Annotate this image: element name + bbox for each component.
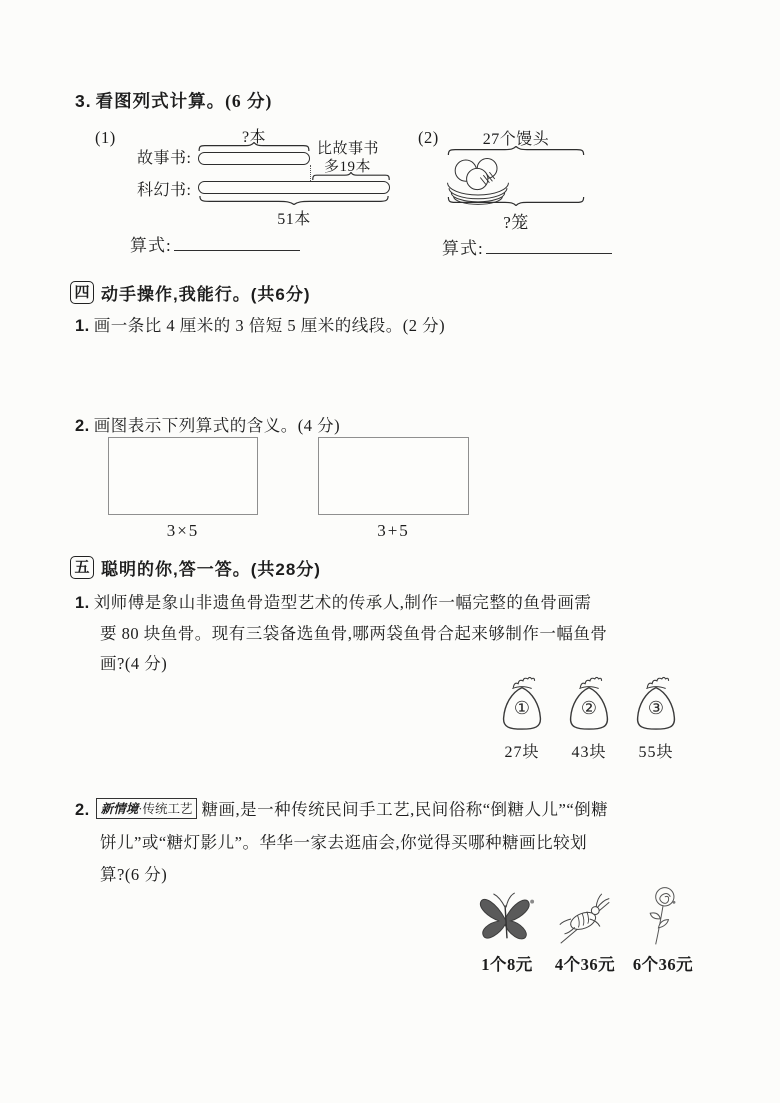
question-3-heading [75,88,272,113]
q3-part1-diagram [95,124,405,264]
bag-2-label: ② [580,698,598,718]
q3-part2-top-brace-label: 27个馒头 [482,131,550,148]
candy-cricket [550,890,620,975]
sugar-painting-row [472,884,698,975]
s5-q2-line1 [75,796,608,820]
drawing-box-addition [318,437,469,515]
expression-3plus5: 3+5 [377,521,410,540]
expression-3x5: 3×5 [166,521,200,540]
q3-part2-equation-row [442,234,612,259]
candy-butterfly-price: 1个8元 [481,955,533,974]
q3-part2-bottom-brace-label: ?笼 [503,213,529,232]
q3-part1-side-label-line1: 比故事书 [317,141,380,157]
question-3-number: 3. [75,91,92,111]
brace-down-icon [198,196,390,205]
bag-3 [632,676,680,762]
q3-part1-side-label-line2: 多19本 [324,159,372,175]
drawing-box-multiplication [108,437,258,515]
bag-1 [498,676,546,762]
q3-part1-equation-label: 算式: [130,236,172,255]
q3-part1-bar-scifi-books [198,181,390,194]
q3-part1-equation-row [130,231,300,256]
question-3-title: 看图列式计算。(6 分) [95,91,273,111]
candy-butterfly [472,890,542,975]
context-badge-rest: ·传统工艺 [138,802,193,816]
bag-3-label: ③ [647,698,665,718]
q3-part2-equation-label: 算式: [442,239,484,258]
bag-1-amount: 27块 [504,744,540,761]
context-badge-bold: 新情境 [100,802,139,816]
section-4-title: 动手操作,我能行。(共6分) [101,285,311,304]
s4-q2-number: 2. [75,417,90,435]
brace-down-icon [447,197,585,206]
q3-part2-answer-blank [486,240,612,254]
s5-q2-line3: 算?(6 分) [100,865,168,884]
s5-q1-line2: 要 80 块鱼骨。现有三袋备选鱼骨,哪两袋鱼骨合起来够制作一幅鱼骨 [100,624,608,643]
s4-q1-text: 画一条比 4 厘米的 3 倍短 5 厘米的线段。(2 分) [93,316,446,335]
section-4-header [70,280,311,305]
s5-q2-line1-text: 糖画,是一种传统民间手工艺,民间俗称“倒糖人儿”“倒糖 [201,800,609,819]
s5-q1-number: 1. [75,594,90,612]
bag-1-label: ① [513,698,531,718]
candy-cricket-price: 4个36元 [554,955,616,974]
section-4-question-1 [75,312,445,336]
cricket-icon [557,890,613,948]
candy-rose-price: 6个36元 [632,955,694,974]
q3-part1-dotted-line [310,165,311,181]
s5-q1-line1-text: 刘师傅是象山非遗鱼骨造型艺术的传承人,制作一幅完整的鱼骨画需 [93,593,592,612]
fishbone-bags-row [498,676,680,762]
q3-part1-row1-label: 故事书: [137,150,192,167]
context-badge [96,798,198,819]
bag-2 [565,676,613,762]
section-5-header [70,555,321,580]
q3-part1-number: (1) [95,128,116,147]
bag-3-amount: 55块 [638,744,674,761]
q3-part1-answer-blank [174,237,300,251]
s4-q1-number: 1. [75,317,90,335]
section-4-badge: 四 [70,281,94,304]
butterfly-icon [476,890,538,948]
q3-part1-bottom-brace-label: 51本 [277,211,311,228]
s5-q2-number: 2. [75,801,90,819]
brace-up-icon [198,142,310,151]
section-5-title: 聪明的你,答一答。(共28分) [101,560,321,579]
candy-rose [628,884,698,975]
q3-part1-row2-label: 科幻书: [137,182,192,199]
q3-part1-top-brace-label: ?本 [241,129,267,146]
rose-icon [644,884,682,948]
q3-part1-bar-story-books [198,152,310,165]
section-4-question-2 [75,412,340,436]
s5-q1-line1 [75,589,591,613]
section-5-badge: 五 [70,556,94,579]
q3-part2-number: (2) [418,128,439,147]
s5-q1-line3: 画?(4 分) [100,654,168,673]
s5-q2-line2: 饼儿”或“糖灯影儿”。华华一家去逛庙会,你觉得买哪种糖画比较划 [100,833,588,852]
bag-2-amount: 43块 [571,744,607,761]
q3-part2-diagram [415,124,645,264]
brace-up-icon [312,172,390,180]
s4-q2-text: 画图表示下列算式的含义。(4 分) [93,416,341,435]
